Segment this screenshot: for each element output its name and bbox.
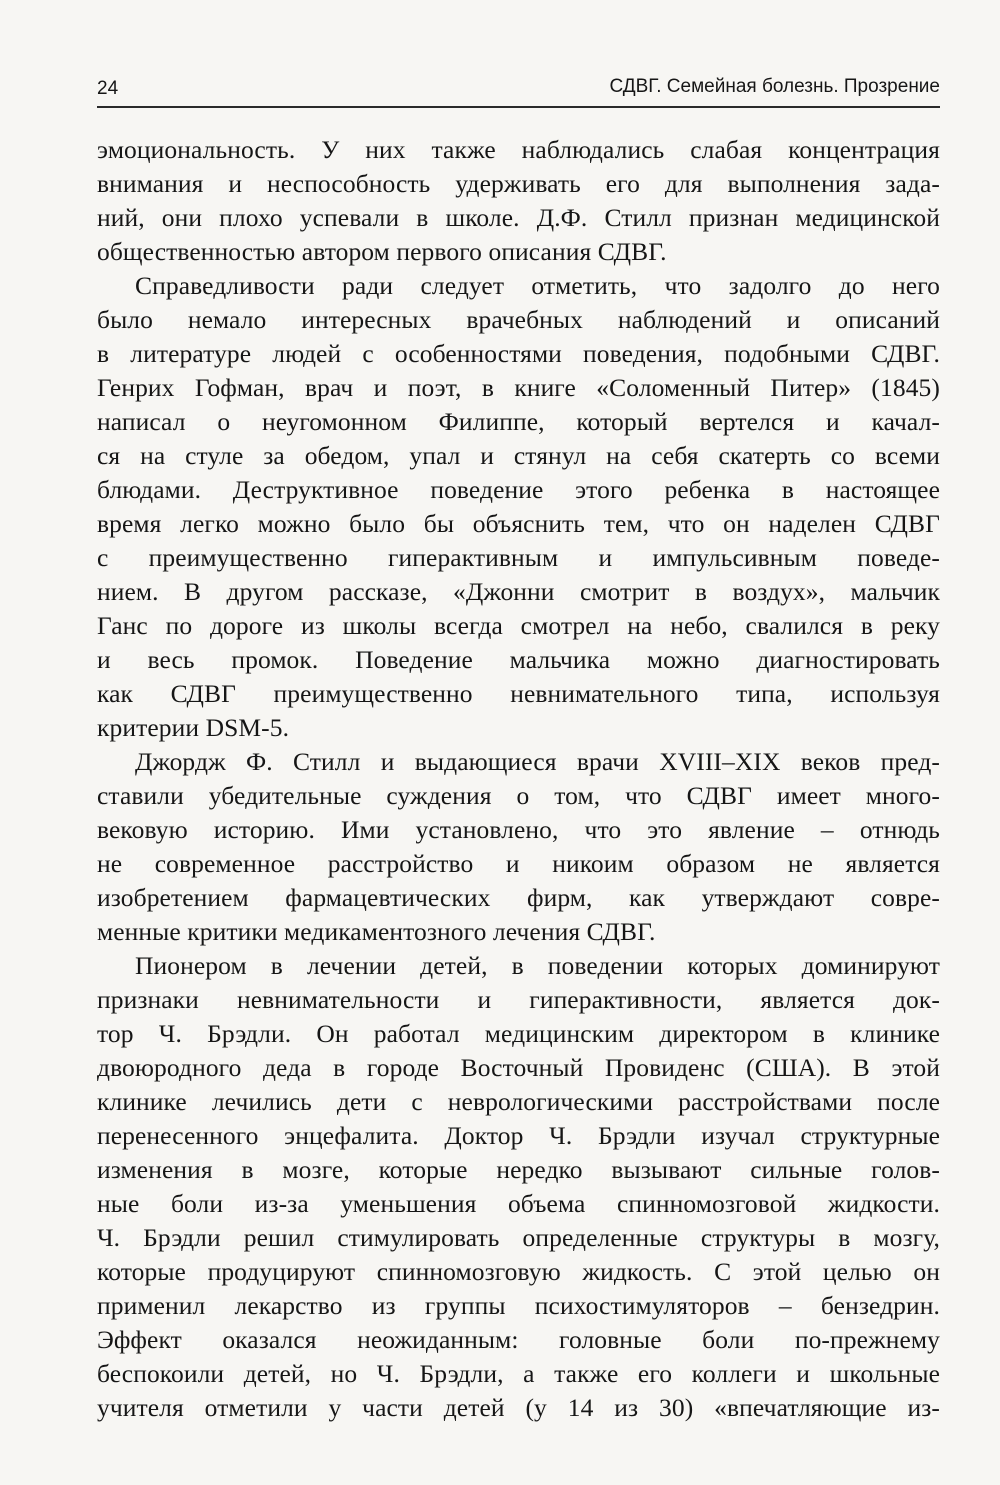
text-line: учителя отметили у части детей (у 14 из 30) «впечатляющие из- <box>97 1393 940 1422</box>
text-line: ся на стуле за обедом, упал и стянул на себя скатерть со всеми <box>97 441 940 470</box>
text-line: Пионером в лечении детей, в поведении которых доминируют <box>135 951 940 980</box>
text-line: в литературе людей с особенностями поведения, подобными СДВГ. <box>97 339 940 368</box>
text-line: критерии DSM-5. <box>97 713 290 742</box>
text-line: эмоциональность. У них также наблюдались слабая концентрация <box>97 135 940 164</box>
text-line: клинике лечились дети с неврологическими расстройствами после <box>97 1087 940 1116</box>
text-line: менные критики медикаментозного лечения СДВГ. <box>97 917 656 946</box>
text-line: применил лекарство из группы психостимуляторов – бензедрин. <box>97 1291 940 1320</box>
running-title: СДВГ. Семейная болезнь. Прозрение <box>609 76 940 97</box>
text-line: с преимущественно гиперактивным и импульсивным поведе- <box>97 543 940 572</box>
text-line: и весь промок. Поведение мальчика можно диагностировать <box>97 645 940 674</box>
text-line: Ганс по дороге из школы всегда смотрел на небо, свалился в реку <box>97 611 940 640</box>
text-line: Джордж Ф. Стилл и выдающиеся врачи XVIII–XIX веков пред- <box>135 747 940 776</box>
text-line: как СДВГ преимущественно невнимательного типа, используя <box>97 679 940 708</box>
paragraph <box>97 133 940 269</box>
paragraph <box>97 269 940 745</box>
text-line: Справедливости ради следует отметить, что задолго до него <box>135 271 940 300</box>
text-line: тор Ч. Брэдли. Он работал медицинским директором в клинике <box>97 1019 940 1048</box>
text-line: блюдами. Деструктивное поведение этого ребенка в настоящее <box>97 475 940 504</box>
text-line: изменения в мозге, которые нередко вызывают сильные голов- <box>97 1155 940 1184</box>
text-line: время легко можно было бы объяснить тем, что он наделен СДВГ <box>97 509 940 538</box>
text-line: перенесенного энцефалита. Доктор Ч. Брэдли изучал структурные <box>97 1121 940 1150</box>
text-line: признаки невнимательности и гиперактивности, является док- <box>97 985 940 1014</box>
text-line: Ч. Брэдли решил стимулировать определенные структуры в мозгу, <box>97 1223 940 1252</box>
body-text <box>97 133 940 1425</box>
page-header <box>97 70 940 108</box>
text-line: ные боли из-за уменьшения объема спинномозговой жидкости. <box>97 1189 940 1218</box>
text-line: изобретением фармацевтических фирм, как утверждают совре- <box>97 883 940 912</box>
text-line: Эффект оказался неожиданным: головные боли по-прежнему <box>97 1325 940 1354</box>
text-line: вековую историю. Ими установлено, что это явление – отнюдь <box>97 815 940 844</box>
text-line: нием. В другом рассказе, «Джонни смотрит в воздух», мальчик <box>97 577 940 606</box>
text-line: двоюродного деда в городе Восточный Провиденс (США). В этой <box>97 1053 940 1082</box>
text-line: Генрих Гофман, врач и поэт, в книге «Соломенный Питер» (1845) <box>97 373 940 402</box>
text-line: которые продуцируют спинномозговую жидкость. С этой целью он <box>97 1257 940 1286</box>
text-line: не современное расстройство и никоим образом не является <box>97 849 940 878</box>
paragraph <box>97 949 940 1425</box>
text-line: внимания и неспособность удерживать его для выполнения зада- <box>97 169 940 198</box>
text-line: было немало интересных врачебных наблюдений и описаний <box>97 305 940 334</box>
paragraph <box>97 745 940 949</box>
text-line: ний, они плохо успевали в школе. Д.Ф. Стилл признан медицинской <box>97 203 940 232</box>
text-line: ставили убедительные суждения о том, что СДВГ имеет много- <box>97 781 940 810</box>
text-line: общественностью автором первого описания СДВГ. <box>97 237 667 266</box>
text-line: написал о неугомонном Филиппе, который вертелся и качал- <box>97 407 940 436</box>
page-number: 24 <box>97 78 119 99</box>
text-line: беспокоили детей, но Ч. Брэдли, а также его коллеги и школьные <box>97 1359 940 1388</box>
